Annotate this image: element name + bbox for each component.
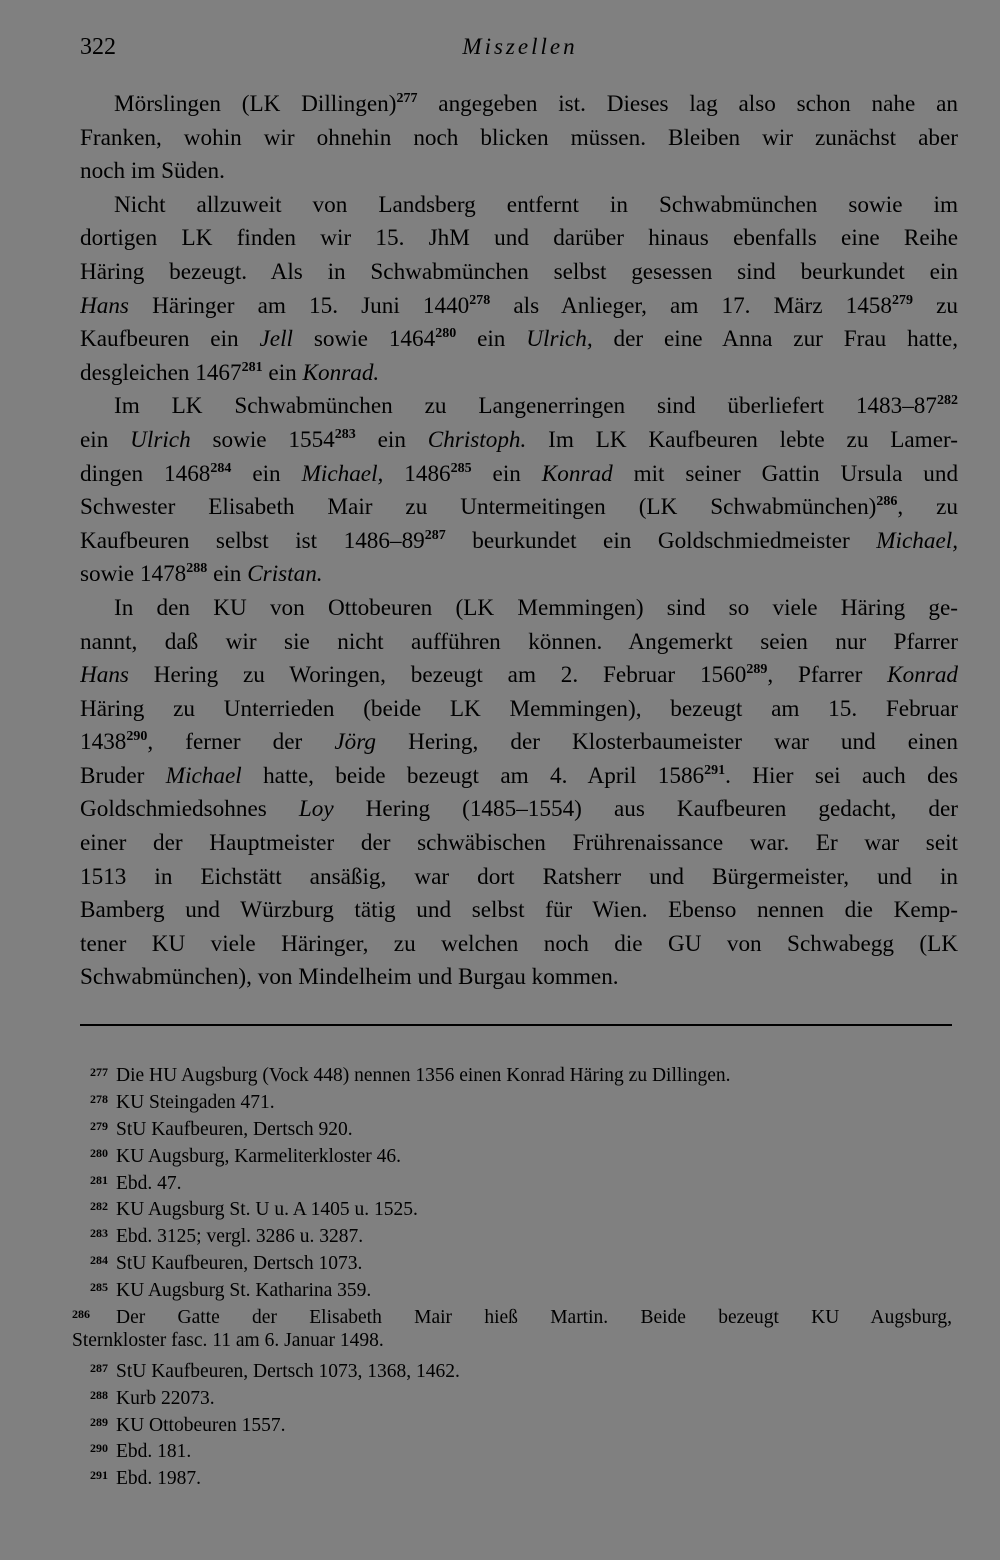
text-run: ein [471,460,542,487]
text-run: sowie 1554 [190,426,335,453]
text-line [80,390,958,424]
footnote-number: 284 [90,1253,108,1268]
italic-name: Ulrich, [526,326,593,353]
text-run: Häringer am 15. Juni 1440 [128,292,470,319]
footnote-number: 285 [90,1280,108,1295]
text-run: der eine Anna zur Frau hatte, [592,326,958,353]
text-run: Kaufbeuren selbst ist 1486–89 [80,527,425,554]
text-line [80,793,958,827]
footnote-text: Die HU Augsburg (Vock 448) nennen 1356 einen Konrad Häring zu Dillingen. [116,1065,731,1086]
footnote-number: 279 [90,1118,108,1133]
italic-name: Michael [165,762,242,789]
text-run: . Hier sei auch des [725,762,958,789]
footnote-number: 282 [90,1199,108,1214]
text-run: nannt, daß wir sie nicht aufführen können. Angemerkt seien nur Pfarrer [80,628,958,655]
footnote [72,1355,952,1382]
text-run: Franken, wohin wir ohnehin noch blicken müssen. Bleiben wir zunächst aber [80,124,958,151]
footnote [72,1167,952,1194]
footnote-number: 281 [90,1172,108,1187]
text-run: Bamberg und Würzburg tätig und selbst für Wien. Ebenso nennen die Kemp- [80,897,958,924]
footnote-text: Ebd. 181. [116,1441,192,1463]
text-run: Hering, der Klosterbaumeister war und einen [376,729,958,756]
paragraph [80,88,958,189]
footnote [72,1274,952,1301]
italic-name: Michael, [301,460,384,487]
italic-name: Jörg [334,729,377,756]
text-line [80,558,958,592]
footnote-reference: 285 [450,460,472,476]
footnote-number: 280 [90,1145,108,1160]
paragraph [80,390,958,592]
text-run: noch im Süden. [80,158,225,185]
footnote-number: 288 [90,1387,108,1402]
text-run: hatte, beide bezeugt am 4. April 1586 [241,762,705,789]
footnote [72,1220,952,1247]
footnote-number: 283 [90,1226,108,1241]
running-title: Miszellen [462,34,578,59]
text-run: 1486 [383,460,451,487]
text-line [80,458,958,492]
text-run: als Anlieger, am 17. März 1458 [490,292,892,319]
text-run: Häring bezeugt. Als in Schwabmünchen selbst gesessen sind beurkundet ein [80,258,958,285]
footnote-text: KU Augsburg St. Katharina 359. [116,1280,372,1302]
footnote-reference: 283 [334,426,356,442]
footnote-reference: 287 [424,527,446,543]
text-line [80,424,958,458]
footnote-number: 287 [90,1360,108,1375]
text-run: Bruder [80,762,166,789]
text-line [80,760,958,794]
text-line [80,122,958,156]
footnote-continuation: Sternkloster fasc. 11 am 6. Januar 1498. [72,1329,384,1351]
text-run: Nicht allzuweit von Landsberg entfernt in Schwabmünchen sowie im [114,191,958,218]
footnote-separator-rule [80,1024,952,1026]
footnote-text: StU Kaufbeuren, Dertsch 1073. [116,1253,363,1275]
text-line [80,256,958,290]
text-line [80,928,958,962]
footnote-reference: 278 [469,292,491,308]
text-run: Goldschmiedsohnes [80,796,299,823]
italic-name: Cristan. [247,561,323,588]
footnote [72,1382,952,1409]
footnote-reference: 277 [396,91,418,106]
italic-name: Konrad [541,460,613,487]
paragraph [80,592,958,995]
text-line [80,88,958,122]
footnote-text: Kurb 22073. [116,1387,215,1409]
footnote-number: 286 [72,1307,90,1322]
footnote-text: StU Kaufbeuren, Dertsch 920. [116,1118,353,1140]
text-run: Im LK Schwabmünchen zu Langenerringen sind überliefert 1483–87 [114,393,937,420]
footnote-reference: 290 [126,729,148,745]
text-run: Häring zu Unterrieden (beide LK Memmingen), bezeugt am 15. Februar [80,695,958,722]
text-run: tener KU viele Häringer, zu welchen noch die GU von Schwabegg (LK [80,930,958,957]
footnote-reference: 282 [937,393,958,409]
text-line [80,491,958,525]
text-line [80,222,958,256]
text-line [80,290,958,324]
text-run: Schwabmünchen), von Mindelheim und Burgau kommen. [80,964,619,991]
page-number: 322 [80,34,116,60]
footnote-reference: 280 [435,326,457,342]
text-run: einer der Hauptmeister der schwäbischen Frührenaissance war. Er war seit [80,830,958,857]
text-run: sowie 1478 [80,561,187,588]
italic-name: Michael, [876,527,958,554]
footnote [72,1086,952,1113]
footnote-text: Ebd. 47. [116,1172,182,1194]
running-head [80,34,960,66]
italic-name: Christoph. [427,426,527,453]
footnote [72,1409,952,1436]
footnote-text: KU Ottobeuren 1557. [116,1414,286,1436]
italic-name: Hans [80,292,129,319]
text-run: 1438 [80,729,127,756]
text-run: Hering zu Woringen, bezeugt am 2. Februar 1560 [128,662,747,689]
footnote-reference: 284 [210,460,232,476]
footnote-text: Ebd. 3125; vergl. 3286 u. 3287. [116,1226,364,1248]
italic-name: Hans [80,662,129,689]
footnote [72,1113,952,1140]
text-run: sowie 1464 [292,326,436,353]
paragraph [80,189,958,391]
text-line [80,861,958,895]
footnote-text: KU Steingaden 471. [116,1091,275,1113]
text-line [80,961,958,995]
footnote-text: Ebd. 1987. [116,1468,202,1490]
text-run: ein [355,426,428,453]
footnote [72,1193,952,1220]
text-run: Hering (1485–1554) aus Kaufbeuren gedacht, der [333,796,958,823]
footnote-number: 291 [90,1468,108,1483]
text-line [80,894,958,928]
text-run: mit seiner Gattin Ursula und [612,460,958,487]
text-run: , Pfarrer [767,662,888,689]
text-run: ein [231,460,302,487]
footnote [72,1435,952,1462]
footnote [72,1301,952,1328]
text-line [80,693,958,727]
footnote [72,1247,952,1274]
text-line [80,827,958,861]
italic-name: Jell [259,326,293,353]
text-line [80,525,958,559]
footnote-reference: 289 [746,662,768,678]
footnote-reference: 281 [241,359,263,375]
body-text [80,88,958,995]
text-run: Mörslingen (LK Dillingen) [114,91,397,117]
text-run: Schwester Elisabeth Mair zu Untermeitingen (LK Schwabmünchen) [80,494,877,521]
footnote-reference: 286 [876,494,898,510]
text-run: ein [262,359,303,386]
text-line [80,626,958,660]
text-run: dingen 1468 [80,460,211,487]
footnote-number: 278 [90,1091,108,1106]
footnote [72,1059,952,1086]
text-run: , zu [897,494,958,521]
footnote [72,1462,952,1489]
text-line [80,726,958,760]
text-run: Im LK Kaufbeuren lebte zu Lamer- [526,426,958,453]
text-line [80,592,958,626]
text-run: In den KU von Ottobeuren (LK Memmingen) sind so viele Häring ge- [114,594,958,621]
text-run: dortigen LK finden wir 15. JhM und darüber hinaus ebenfalls eine Reihe [80,225,958,252]
footnote-reference: 288 [186,561,208,577]
text-line [80,659,958,693]
italic-name: Konrad [887,662,958,689]
footnote-number: 277 [90,1065,108,1079]
text-run: Kaufbeuren ein [80,326,260,353]
text-run: angegeben ist. Dieses lag also schon nahe an [417,91,958,117]
text-line [80,189,958,223]
text-line [80,357,958,391]
italic-name: Ulrich [130,426,191,453]
text-run: 1513 in Eichstätt ansäßig, war dort Ratsherr und Bürgermeister, und in [80,863,958,890]
footnote-reference: 279 [892,292,913,308]
footnote-text: Der Gatte der Elisabeth Mair hieß Martin. Beide bezeugt KU Augsburg, [116,1307,952,1328]
footnote-number: 289 [90,1414,108,1429]
footnote-text: KU Augsburg, Karmeliterkloster 46. [116,1145,402,1167]
footnote-number: 290 [90,1441,108,1456]
italic-name: Loy [298,796,334,823]
text-run: desgleichen 1467 [80,359,242,386]
text-run: , ferner der [147,729,335,756]
text-run: zu [913,292,958,319]
text-run: beurkundet ein Goldschmiedmeister [445,527,877,554]
italic-name: Konrad. [302,359,380,386]
text-run: ein [207,561,248,588]
footnote [72,1140,952,1167]
footnote-text: StU Kaufbeuren, Dertsch 1073, 1368, 1462. [116,1360,460,1382]
text-run: ein [80,426,131,453]
text-line [80,323,958,357]
text-line [80,155,958,189]
text-run: ein [456,326,527,353]
footnote-reference: 291 [704,762,726,778]
footnotes [72,1059,952,1489]
footnote-text: KU Augsburg St. U u. A 1405 u. 1525. [116,1199,418,1221]
